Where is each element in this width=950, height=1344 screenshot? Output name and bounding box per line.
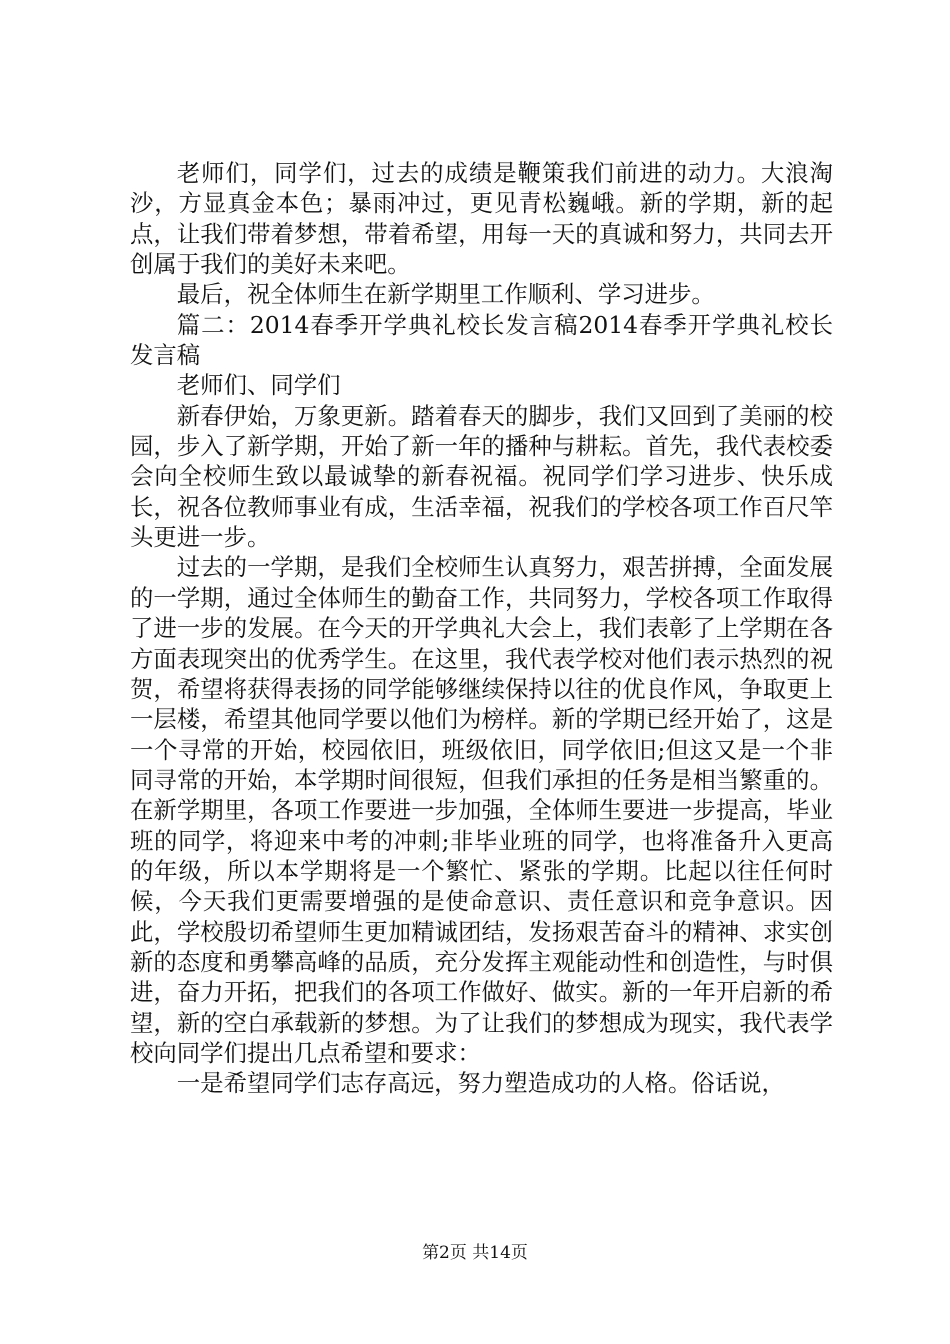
- paragraph-new-year-greeting: 新春伊始，万象更新。踏着春天的脚步，我们又回到了美丽的校园，步入了新学期，开始了新一年的播种与耕耘。首先，我代表校委会向全校师生致以最诚挚的新春祝福。祝同学们学习进步、快乐成长，祝各位教师事业有成，生活幸福，祝我们的学校各项工作百尺竿头更进一步。: [130, 401, 833, 552]
- paragraph-past-semester-review: 过去的一学期，是我们全校师生认真努力，艰苦拼搏，全面发展的一学期，通过全体师生的勤奋工作，共同努力，学校各项工作取得了进一步的发展。在今天的开学典礼大会上，我们表彰了上学期在各方面表现突出的优秀学生。在这里，我代表学校对他们表示热烈的祝贺，希望将获得表扬的同学能够继续保持以往的优良作风，争取更上一层楼，希望其他同学要以他们为榜样。新的学期已经开始了，这是一个寻常的开始，校园依旧，班级依旧，同学依旧;但这又是一个非同寻常的开始，本学期时间很短，但我们承担的任务是相当繁重的。在新学期里，各项工作要进一步加强，全体师生要进一步提高，毕业班的同学，将迎来中考的冲刺;非毕业班的同学，也将准备升入更高的年级，所以本学期将是一个繁忙、紧张的学期。比起以往任何时候，今天我们更需要增强的是使命意识、责任意识和竞争意识。因此，学校殷切希望师生更加精诚团结，发扬艰苦奋斗的精神、求实创新的态度和勇攀高峰的品质，充分发挥主观能动性和创造性，与时俱进，奋力开拓，把我们的各项工作做好、做实。新的一年开启新的希望，新的空白承载新的梦想。为了让我们的梦想成为现实，我代表学校向同学们提出几点希望和要求：: [130, 553, 833, 1067]
- paragraph-salutation: 老师们、同学们: [176, 371, 341, 400]
- page-number-footer: 第2页 共14页: [422, 1243, 528, 1263]
- document-body: [130, 158, 833, 1099]
- section-heading-part-two: 篇二：2014春季开学典礼校长发言稿2014春季开学典礼校长发言稿: [130, 310, 833, 370]
- paragraph-closing-remarks: 老师们，同学们，过去的成绩是鞭策我们前进的动力。大浪淘沙，方显真金本色；暴雨冲过，更见青松巍峨。新的学期，新的起点，让我们带着梦想，带着希望，用每一天的真诚和努力，共同去开创属于我们的美好未来吧。: [130, 159, 833, 279]
- paragraph-first-hope: 一是希望同学们志存高远，努力塑造成功的人格。俗话说，: [176, 1069, 785, 1098]
- paragraph-final-wishes: 最后，祝全体师生在新学期里工作顺利、学习进步。: [176, 280, 715, 309]
